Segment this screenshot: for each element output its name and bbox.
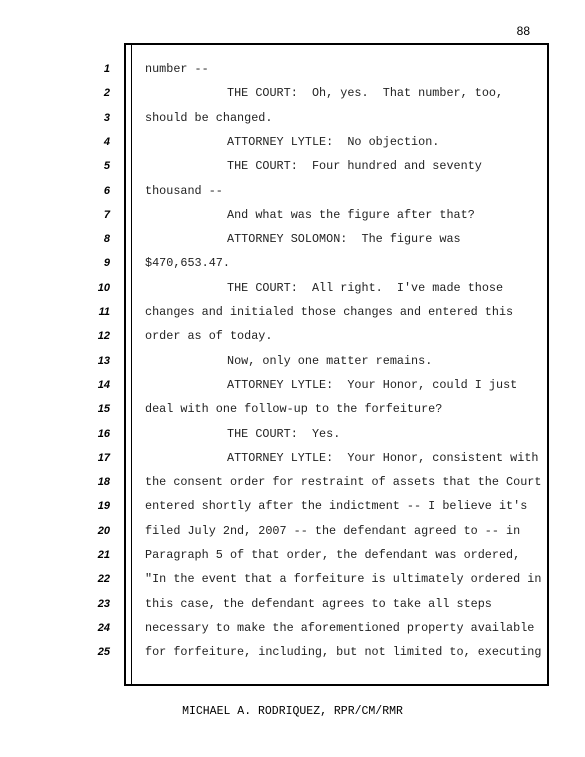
line-number: 18 [97,476,110,488]
transcript-line: Paragraph 5 of that order, the defendant was ordered, [145,548,521,562]
line-number: 20 [97,525,110,537]
line-number: 24 [97,622,110,634]
line-number: 8 [103,233,110,245]
transcript-line: Now, only one matter remains. [227,354,433,368]
transcript-line: necessary to make the aforementioned property available [145,621,535,635]
line-number: 4 [103,136,110,148]
line-number: 2 [103,87,110,99]
line-number: 17 [97,452,110,464]
line-number: 13 [97,355,110,367]
transcript-line: THE COURT: Yes. [227,427,341,441]
transcript-line: number -- [145,62,209,76]
transcript-line: "In the event that a forfeiture is ultimately ordered in [145,572,542,586]
transcript-line: for forfeiture, including, but not limited to, executing [145,645,542,659]
line-number: 23 [97,598,110,610]
page-number: 88 [516,24,530,38]
line-number: 5 [103,160,110,172]
transcript-line: should be changed. [145,111,273,125]
line-number: 3 [103,112,110,124]
transcript-line: ATTORNEY SOLOMON: The figure was [227,232,461,246]
transcript-line: this case, the defendant agrees to take all steps [145,597,492,611]
line-number: 12 [97,330,110,342]
transcript-line: ATTORNEY LYTLE: No objection. [227,135,440,149]
line-number: 1 [103,63,110,75]
line-number: 15 [97,403,110,415]
line-number: 10 [97,282,110,294]
transcript-line: changes and initialed those changes and entered this [145,305,514,319]
line-number: 11 [98,306,110,318]
transcript-line: filed July 2nd, 2007 -- the defendant agreed to -- in [145,524,521,538]
transcript-line: order as of today. [145,329,273,343]
transcript-line: ATTORNEY LYTLE: Your Honor, could I just [227,378,518,392]
transcript-line: THE COURT: Oh, yes. That number, too, [227,86,504,100]
reporter-footer: MICHAEL A. RODRIQUEZ, RPR/CM/RMR [182,705,403,718]
transcript-line: deal with one follow-up to the forfeiture? [145,402,443,416]
line-number: 16 [97,428,110,440]
line-number: 25 [97,646,110,658]
line-number: 19 [97,500,110,512]
transcript-line: THE COURT: Four hundred and seventy [227,159,482,173]
line-number: 14 [97,379,110,391]
transcript-line: thousand -- [145,184,223,198]
line-number: 22 [97,573,110,585]
line-number: 21 [97,549,110,561]
transcript-line: THE COURT: All right. I've made those [227,281,504,295]
transcript-line: entered shortly after the indictment -- I believe it's [145,499,528,513]
line-number: 9 [103,257,110,269]
transcript-line: the consent order for restraint of assets that the Court [145,475,542,489]
transcript-line: $470,653.47. [145,256,230,270]
transcript-line: ATTORNEY LYTLE: Your Honor, consistent with [227,451,539,465]
line-number: 6 [103,185,110,197]
transcript-line: And what was the figure after that? [227,208,475,222]
line-number: 7 [103,209,110,221]
margin-rule [131,43,132,686]
